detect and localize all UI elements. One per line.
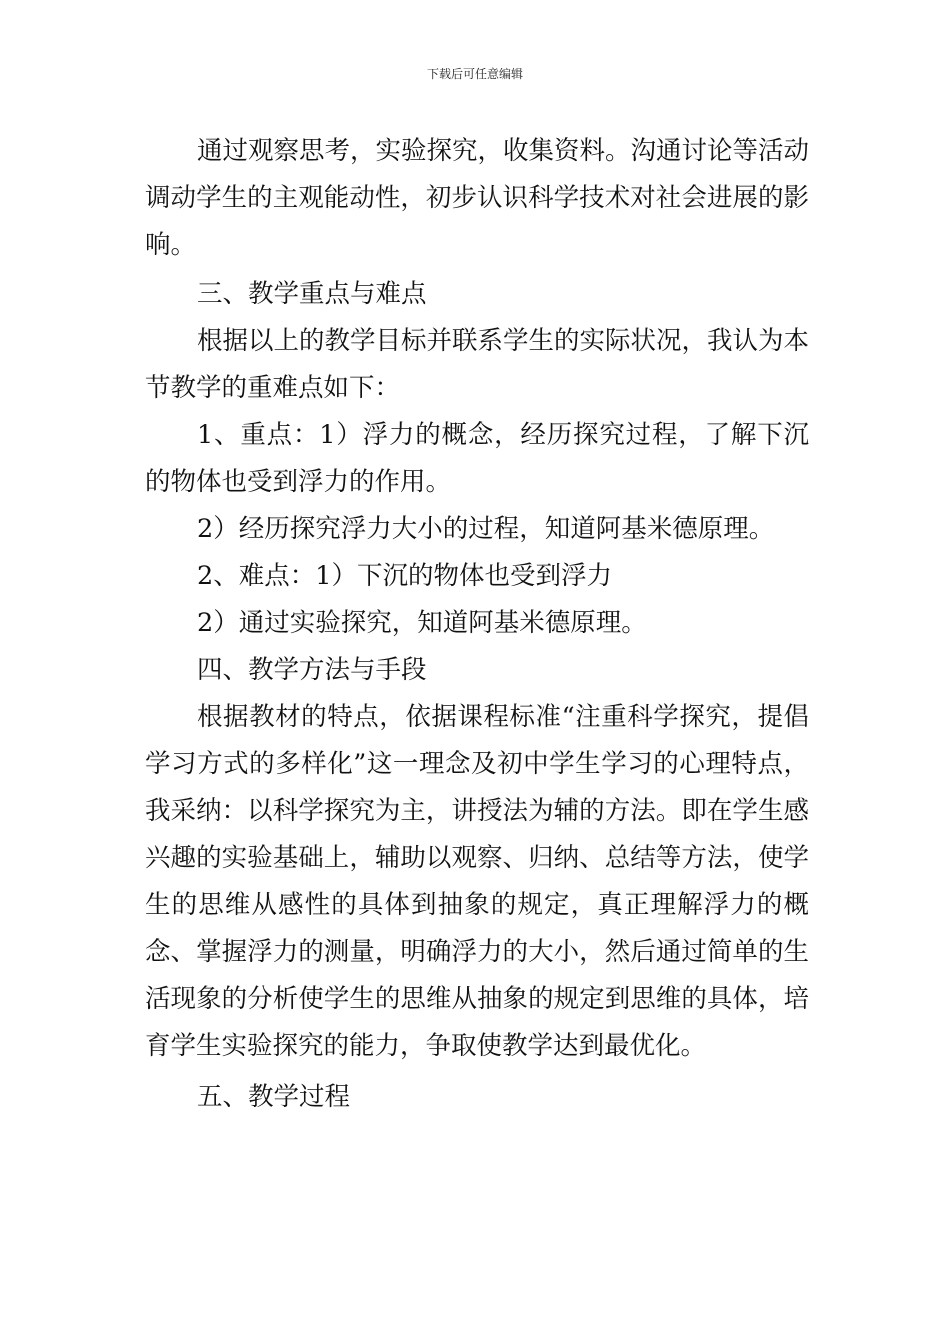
paragraph-difficulty-1: 2、难点：1）下沉的物体也受到浮力 (197, 561, 612, 591)
heading-teaching-process: 五、教学过程 (197, 1082, 351, 1112)
page-header: 下载后可任意编辑 (426, 67, 523, 81)
paragraph-key-points-intro: 根据以上的教学目标并联系学生的实际状况，我认为本节教学的重难点如下： (145, 326, 810, 403)
paragraph-key-point-1: 1、重点：1）浮力的概念，经历探究过程，了解下沉的物体也受到浮力的作用。 (145, 420, 809, 497)
paragraph-teaching-methods: 根据教材的特点，依据课程标准“注重科学探究，提倡学习方式的多样化”这一理念及初中学生学习的心理特点，我采纳：以科学探究为主，讲授法为辅的方法。即在学生感兴趣的实验基础上，辅助以观察、归纳、总结等方法，使学生的思维从感性的具体到抽象的规定，真正理解浮力的概念、掌握浮力的测量，明确浮力的大小，然后通过简单的生活现象的分析使学生的思维从抽象的规定到思维的具体，培育学生实验探究的能力，争取使教学达到最优化。 (145, 702, 809, 1061)
paragraph-difficulty-2: 2）通过实验探究，知道阿基米德原理。 (197, 608, 647, 638)
paragraph-activities: 通过观察思考，实验探究，收集资料。沟通讨论等活动调动学生的主观能动性，初步认识科学技术对社会进展的影响。 (145, 136, 810, 260)
paragraph-key-point-2: 2）经历探究浮力大小的过程，知道阿基米德原理。 (197, 514, 775, 544)
document-body (145, 128, 809, 1121)
heading-key-points: 三、教学重点与难点 (197, 279, 427, 309)
heading-teaching-methods: 四、教学方法与手段 (197, 655, 427, 685)
